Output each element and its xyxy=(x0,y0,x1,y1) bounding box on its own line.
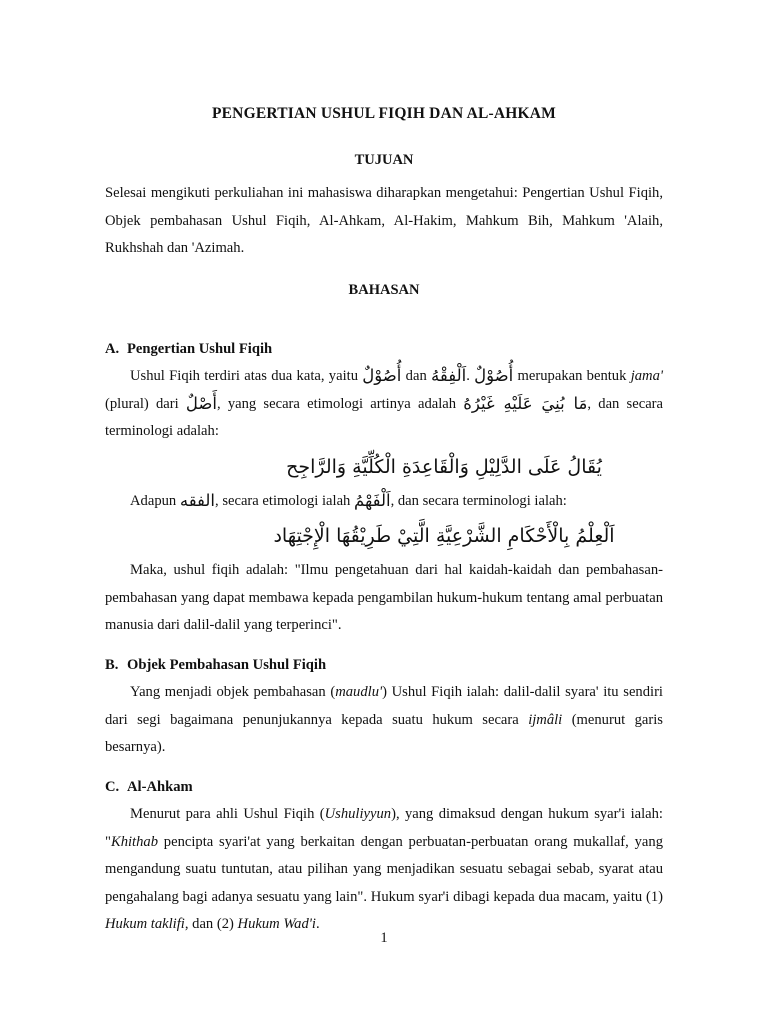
bahasan-heading: BAHASAN xyxy=(348,281,420,298)
page-title: PENGERTIAN USHUL FIQIH DAN AL-AHKAM xyxy=(211,105,557,122)
tujuan-heading: TUJUAN xyxy=(354,152,414,169)
arabic-ashl: أَصْلٌ xyxy=(185,393,217,413)
text-run: ), yang dimaksud dengan hukum syar'i ialah: " xyxy=(105,806,663,850)
section-c-paragraph-1 xyxy=(105,801,663,939)
section-c-title: Al-Ahkam xyxy=(127,778,193,795)
italic-hukum-taklifi: Hukum taklifi xyxy=(105,916,185,933)
section-a-heading xyxy=(105,336,663,364)
arabic-definition-1: يُقَالُ عَلَى الدَّلِيْلِ وَالْقَاعِدَةِ الْكُلِّيَّةِ وَالرَّاجِح xyxy=(286,455,602,478)
text-run: . xyxy=(466,368,475,385)
italic-ushuliyyun: Ushuliyyun xyxy=(324,806,392,823)
section-c-heading xyxy=(105,774,663,802)
text-run: (plural) dari xyxy=(105,395,186,412)
section-b-heading xyxy=(105,652,663,680)
section-b-title: Objek Pembahasan Ushul Fiqih xyxy=(127,656,327,673)
spacer xyxy=(105,310,663,324)
arabic-alfiqh-plain: الفقه xyxy=(179,490,216,510)
text-run: Menurut para ahli Ushul Fiqih ( xyxy=(130,806,325,823)
text-run: , dan (2) xyxy=(184,916,238,933)
text-run: pencipta syari'at yang berkaitan dengan perbuatan-perbuatan orang mukallaf, yang mengandung suatu tuntutan, atau pilihan yang menjadikan sesuatu sebagai sebab, syarat atau pengahalang bagi adanya sesuatu yang lain". Hukum syar'i dibagi kepada dua macam, yaitu (1) xyxy=(105,833,663,905)
arabic-usul-2: أُصُوْلٌ xyxy=(474,366,514,386)
spacer xyxy=(105,263,663,281)
text-run: , secara etimologi ialah xyxy=(215,492,355,509)
italic-jama: jama' xyxy=(630,368,664,385)
page-number: 1 xyxy=(380,930,388,946)
arabic-definition-2: اَلْعِلْمُ بِالْأَحْكَامِ الشَّرْعِيَّةِ الَّتِيْ طَرِيْقُهَا الْإِجْتِهَاد xyxy=(273,525,615,548)
italic-ijmali: ijmâli xyxy=(528,711,563,728)
text-run: dan xyxy=(401,368,432,385)
text-run: Adapun xyxy=(130,492,180,509)
text-run: . xyxy=(315,916,320,933)
text-run: , dan secara terminologi adalah: xyxy=(105,395,664,440)
arabic-alfahm: اَلْفَهْمُ xyxy=(354,490,391,510)
text-run: (menurut garis besarnya). xyxy=(105,711,663,756)
text-run: Ushul Fiqih terdiri atas dua kata, yaitu xyxy=(130,368,363,385)
text-run: merupakan bentuk xyxy=(513,368,631,385)
arabic-alfiqh: اَلْفِقْهُ xyxy=(431,366,467,386)
italic-khithab: Khithab xyxy=(110,833,158,850)
tujuan-paragraph: Selesai mengikuti perkuliahan ini mahasiswa diharapkan mengetahui: Pengertian Ushul Fiqih, Objek pembahasan Ushul Fiqih, Al-Ahkam, Al-Hakim, Mahkum Bih, Mahkum 'Alaih, Rukhshah dan 'Azimah. xyxy=(105,185,663,257)
italic-hukum-wadi: Hukum Wad'i xyxy=(237,916,316,933)
section-a-paragraph-1 xyxy=(105,363,663,446)
arabic-ma-buniya: مَا بُنِيَ عَلَيْهِ غَيْرُهُ xyxy=(463,393,588,413)
text-run: , yang secara etimologi artinya adalah xyxy=(216,395,464,412)
section-b-letter: B. xyxy=(105,656,119,673)
section-c-letter: C. xyxy=(105,778,120,795)
section-a-letter: A. xyxy=(105,340,120,357)
arabic-usul-1: أُصُوْلٌ xyxy=(362,366,402,386)
text-run: ) Ushul Fiqih ialah: dalil-dalil syara' itu sendiri dari segi bagaimana penunjukannya kepada suatu hukum secara xyxy=(105,684,663,728)
section-a-title: Pengertian Ushul Fiqih xyxy=(127,340,273,357)
section-a-paragraph-3: Maka, ushul fiqih adalah: "Ilmu pengetahuan dari hal kaidah-kaidah dan pembahasan-pembahasan yang dapat membawa kepada pengambilan hukum-hukum tentang amal perbuatan manusia dari dalil-dalil yang terperinci". xyxy=(105,562,663,634)
text-run: Yang menjadi objek pembahasan ( xyxy=(130,684,336,701)
document-content xyxy=(105,104,663,939)
italic-maudlu: maudlu' xyxy=(335,684,383,701)
section-a-paragraph-2 xyxy=(105,488,663,516)
section-b-paragraph-1 xyxy=(105,679,663,762)
text-run: , dan secara terminologi ialah: xyxy=(390,492,567,509)
